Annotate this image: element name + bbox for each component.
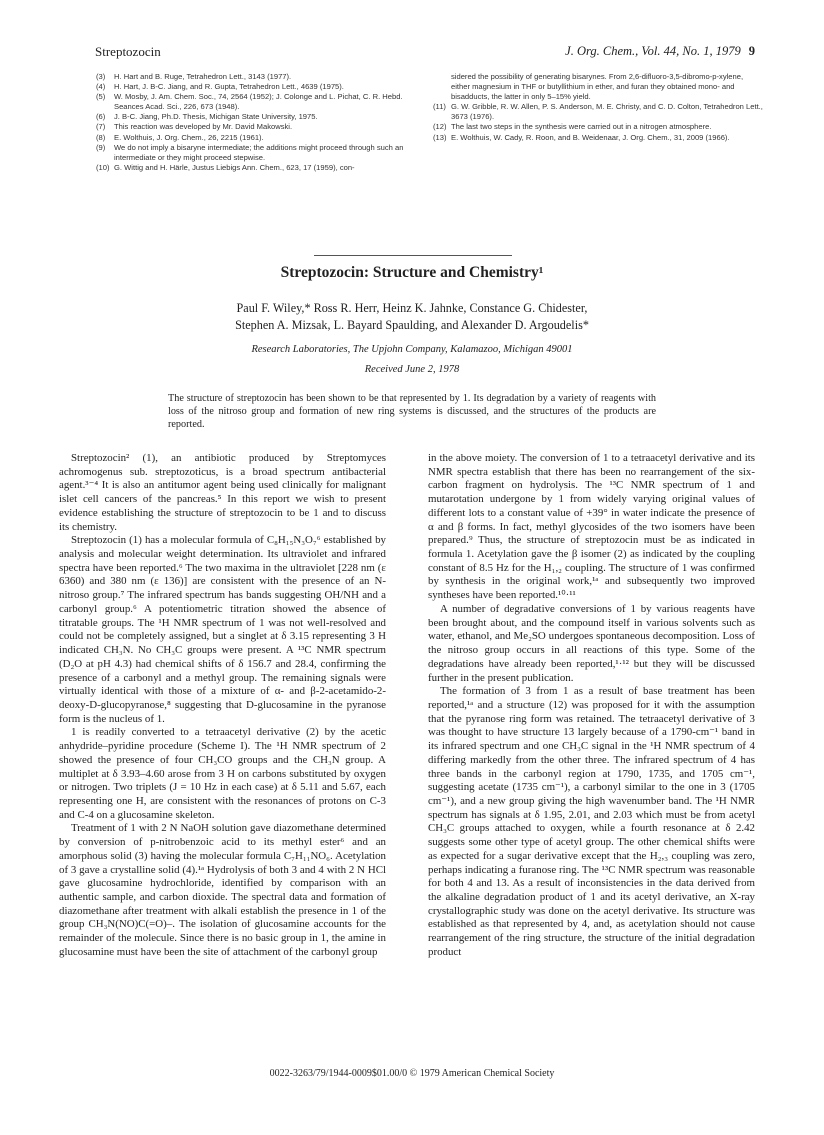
reference-item: sidered the possibility of generating bisarynes. From 2,6-difluoro-3,5-dibromo-p-xylene, either magnesium in THF or butyllithium in ether, and furan they obtained mono- and bisadducts, the latter in only 5–15% yield. [451,72,744,102]
paragraph: Streptozocin (1) has a molecular formula of C₈H₁₅N₃O₇⁶ established by analysis and molecular weight determination. Its ultraviolet and infrared spectra have been reported.⁶ The two maxima in the ultraviolet [228 nm (ε 6360) and 380 nm (ε 136)] are consistent with the presence of an N-nitroso group.⁷ The infrared spectrum has bands suggesting OH/NH and a carbonyl group.⁶ A potentiometric titration showed the absence of titratable groups. The ¹H NMR spectrum of 1 was not well-resolved and could not be completely assigned, but a singlet at δ 3.15 representing 3 H indicated CH₃N. No CH₃C groups were present. A ¹³C NMR spectrum (D₂O at pH 4.3) had chemical shifts of δ 156.7 and 28.4, confirming the presence of a carbonyl and a methyl group. The remaining signals were virtually identical with those of a mixture of α- and β-2-acetamido-2-deoxy-D-glucopyranose,⁸ suggesting that D-glucosamine in the pyranose form is the nucleus of 1. [59,534,386,725]
paragraph: Treatment of 1 with 2 N NaOH solution gave diazomethane determined by conversion of p-nitrobenzoic acid to its methyl ester⁶ and an amorphous solid (3) having the molecular formula C₇H₁₁NO₆. Acetylation of 3 gave a crystalline solid (4).¹ᵃ Hydrolysis of both 3 and 4 with 2 N HCl gave glucosamine hydrochloride, identified by comparison with an authentic sample, and carbon dioxide. The spectral data and formation of diazomethane after treatment with alkali establish the presence in 1 of the group CH₃N(NO)C(=O)–. The isolation of glucosamine accounts for the remainder of the molecule. Since there is no basic group in 1, the amine in glucosamine must have been the site of attachment of the carbonyl group [59,822,386,958]
journal-citation: J. Org. Chem., Vol. 44, No. 1, 1979 [565,44,741,58]
paragraph: A number of degradative conversions of 1 by various reagents have been brought about, and the compound itself in various solvents such as water, ethanol, and Me₂SO undergoes spontaneous decomposition. Loss of the nitroso group occurs in all reactions of this type. Some of the degradations have already been reported,¹·¹² but they will be discussed further in the present publication. [428,602,755,684]
abstract: The structure of streptozocin has been shown to be that represented by 1. Its degradation by a variety of reagents with loss of the nitroso group and formation of new ring systems is discussed, and the structures of the products are reported. [168,393,656,430]
reference-item: (11) G. W. Gribble, R. W. Allen, P. S. Anderson, M. E. Christy, and C. D. Colton, Tetrahedron Lett., 3673 (1976). [433,102,763,122]
paragraph: 1 is readily converted to a tetraacetyl derivative (2) by the acetic anhydride–pyridine procedure (Scheme I). The ¹H NMR spectrum of 2 showed the presence of four CH₃CO groups and the CH₃N group. A multiplet at δ 3.93–4.60 arose from 3 H on carbons substituted by oxygen or nitrogen. Two triplets (J = 10 Hz in each case) at δ 5.11 and 5.67, each representing one H, are consistent with the resonances of protons on C-3 and C-4 on a glucosamine skeleton. [59,726,386,821]
references-left [96,72,431,173]
reference-item: (9) We do not imply a bisaryne intermediate; the additions might proceed through such an intermediate or they might proceed stepwise. [96,142,404,162]
authors-line-1: Paul F. Wiley,* Ross R. Herr, Heinz K. Jahnke, Constance G. Chidester, [236,301,588,315]
received-date: Received June 2, 1978 [364,364,460,375]
affiliation: Research Laboratories, The Upjohn Company, Kalamazoo, Michigan 49001 [251,344,573,355]
authors-line-2: Stephen A. Mizsak, L. Bayard Spaulding, and Alexander D. Argoudelis* [235,318,589,332]
reference-item: (3) H. Hart and B. Ruge, Tetrahedron Lett., 3143 (1977). [96,72,292,81]
copyright-footer: 0022-3263/79/1944-0009$01.00/0 © 1979 American Chemical Society [269,1068,555,1079]
body-column-right [428,452,755,960]
reference-item: (12) The last two steps in the synthesis were carried out in a nitrogen atmosphere. [433,122,712,132]
reference-item: (7) This reaction was developed by Mr. David Makowski. [96,122,293,132]
reference-item: (13) E. Wolthuis, W. Cady, R. Roon, and B. Weidenaar, J. Org. Chem., 31, 2009 (1966). [433,132,730,142]
reference-item: (6) J. B-C. Jiang, Ph.D. Thesis, Michigan State University, 1975. [96,112,318,122]
body-column-left [59,452,386,960]
running-head-left: Streptozocin [95,44,161,59]
paragraph: Streptozocin² (1), an antibiotic produced by Streptomyces achromogenus sub. streptozoticus, is a broad spectrum antibacterial agent.³⁻⁴ It is also an antitumor agent being used clinically for malignant islet cell cancers of the pancreas.⁵ In this report we wish to present evidence establishing the structure of streptozocin to be 1 and to discuss its chemistry. [59,452,386,533]
author-list [60,300,764,334]
running-head-right [500,44,755,59]
section-divider [314,255,512,256]
reference-item: (8) E. Wolthuis, J. Org. Chem., 26, 2215 (1961). [96,132,264,142]
paragraph: in the above moiety. The conversion of 1 to a tetraacetyl derivative and its NMR spectra establish that there has been no rearrangement of the six-carbon fragment on hydrolysis. The ¹³C NMR spectrum of 1 and mutarotation undergone by 1 from widely varying original values of different lots to a constant value of +39° in water indicate the presence of α and β forms. In fact, methyl glycosides of the two isomers have been prepared.⁹ Thus, the structure of streptozocin must be as indicated in formula 1. Acetylation gave the β isomer (2) as indicated by the coupling constant of 8.5 Hz for the H₁,₂ coupling. The structure of 1 was confirmed by synthesis in the original work,¹ᵃ and subsequently two improved syntheses have been reported.¹⁰·¹¹ [428,452,755,602]
reference-item: (10) G. Wittig and H. Härle, Justus Liebigs Ann. Chem., 623, 17 (1959), con- [96,162,355,172]
article-title: Streptozocin: Structure and Chemistry¹ [280,264,544,281]
reference-item: (5) W. Mosby, J. Am. Chem. Soc., 74, 2564 (1952); J. Colonge and L. Pichat, C. R. Hebd. Seances Acad. Sci., 226, 673 (1948). [96,92,403,112]
reference-item: (4) H. Hart, J. B-C. Jiang, and R. Gupta, Tetrahedron Lett., 4639 (1975). [96,82,344,92]
paragraph: The formation of 3 from 1 as a result of base treatment has been reported,¹ᵃ and a structure (12) was proposed for it with the assumption that the pyranose ring form was retained. The tetraacetyl derivative of 3 was thought to have structure 13 largely because of a 1790-cm⁻¹ band in its infrared spectrum and one CH₃C signal in the ¹H NMR spectrum of 4 differing markedly from the other three. The infrared spectrum of 4 has three bands in the carbonyl region at 1790, 1735, and 1705 cm⁻¹, suggesting acetate (1735 cm⁻¹), a carbonyl similar to the one in 3 (1705 cm⁻¹), and a new group giving the high wavenumber band. The ¹H NMR spectrum has signals at δ 1.95, 2.01, and 2.03 which must be from acetyl CH₃C groups attached to oxygen, while a fourth resonance at δ 2.42 suggests some other type of acetyl group. The other chemical shifts were as expected for a sugar derivative except that the H₂,₃ coupling was zero, perhaps indicating a furanose ring. The ¹³C NMR spectrum was reasonable for both 4 and 13. As a result of inconsistencies in the data derived from the alkaline degradation product of 1 and its acetyl derivative, an X-ray crystallographic study was done on the acetyl derivative. Its structure was established as that represented by 4, and, as acetylation should not cause rearrangement of the ring structure, the structure of the initial degradation product [428,685,755,958]
page-number: 9 [748,44,755,58]
references-right [433,72,763,143]
